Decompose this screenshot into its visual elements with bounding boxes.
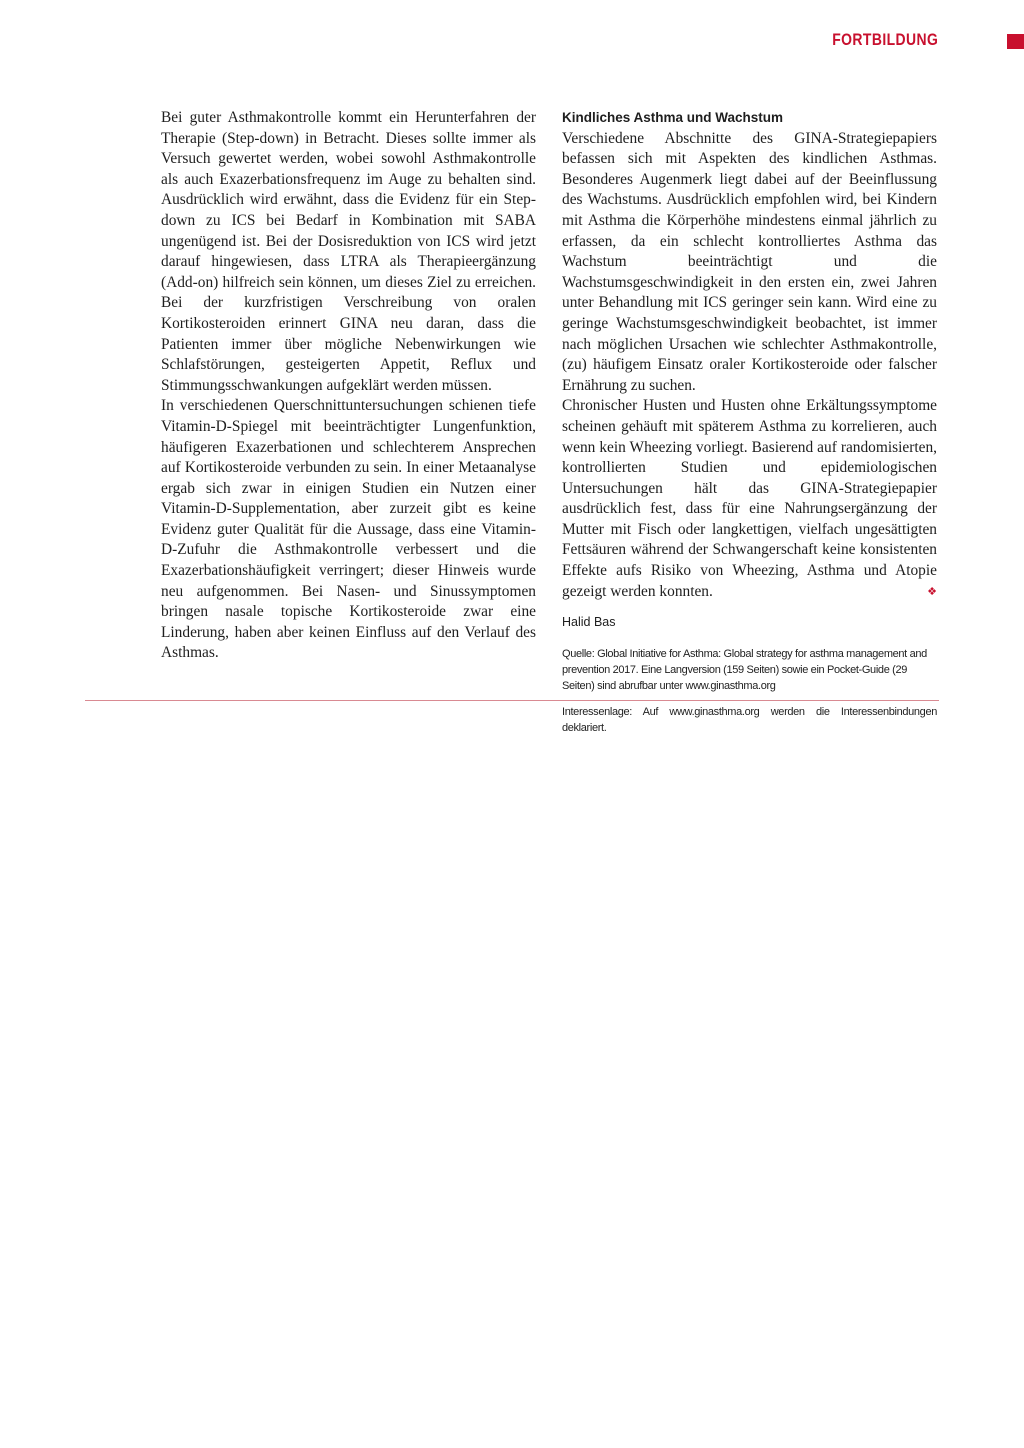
body-paragraph: Verschiedene Abschnitte des GINA-Strategiepapiers befassen sich mit Aspekten des kindlichen Asthmas. Besonderes Augenmerk liegt dabei auf der Beeinflussung des Wachstums. Ausdrücklich empfohlen wird, bei Kindern mit Asthma die Körperhöhe mindestens einmal jährlich zu erfassen, da ein schlecht kontrolliertes Asthma das Wachstum beeinträchtigt und die Wachstumsgeschwindigkeit in den ersten ein, zwei Jahren unter Behandlung mit ICS geringer sein kann. Wird eine zu geringe Wachstumsgeschwindigkeit beobachtet, ist immer nach möglichen Ursachen wie schlechter Asthmakontrolle, (zu) häufigem Einsatz oraler Kortikosteroide oder falscher Ernährung zu suchen.: [562, 129, 937, 394]
section-subheading: Kindliches Asthma und Wachstum: [562, 110, 784, 125]
section-label: FORTBILDUNG: [832, 30, 938, 49]
source-note: Quelle: Global Initiative for Asthma: Global strategy for asthma management and prevention 2017. Eine Langversion (159 Seiten) sowie ein Pocket-Guide (29 Seiten) sind abrufbar unter www.ginasthma.org: [562, 648, 927, 693]
right-column: [562, 108, 937, 736]
body-paragraph-text: Chronischer Husten und Husten ohne Erkältungssymptome scheinen gehäuft mit späterem Asthma zu korrelieren, auch wenn kein Wheezing vorliegt. Basierend auf randomisierten, kontrollierten Studien und epidemiologischen Untersuchungen hält das GINA-Strategiepapier ausdrücklich fest, dass für eine Nahrungsergänzung der Mutter mit Fisch oder langkettigen, vielfach ungesättigten Fettsäuren während der Schwangerschaft keine konsistenten Effekte aufs Risiko von Wheezing, Asthma und Atopie gezeigt werden konnten.: [562, 397, 937, 600]
interest-note: Interessenlage: Auf www.ginasthma.org werden die Interessenbindungen deklariert.: [562, 706, 937, 735]
body-paragraph: [562, 396, 937, 602]
left-column: [161, 108, 536, 664]
body-paragraph: Bei guter Asthmakontrolle kommt ein Herunterfahren der Therapie (Step-down) in Betracht. Dieses sollte immer als Versuch gewertet werden, wobei sowohl Asthmakontrolle als auch Exazerbationsfrequenz im Auge zu behalten sind. Ausdrücklich wird erwähnt, dass die Evidenz für ein Step-down zu ICS bei Bedarf in Kombination mit SABA ungenügend ist. Bei der Dosisreduktion von ICS wird jetzt darauf hingewiesen, dass LTRA als Therapieergänzung (Add-on) hilfreich sein können, um dieses Ziel zu erreichen. Bei der kurzfristigen Verschreibung von oralen Kortikosteroiden erinnert GINA neu daran, dass die Patienten immer über mögliche Nebenwirkungen wie Schlafstörungen, gesteigerten Appetit, Reflux und Stimmungsschwankungen aufgeklärt werden müssen.: [161, 109, 536, 394]
body-paragraph: In verschiedenen Querschnittuntersuchungen schienen tiefe Vitamin-D-Spiegel mit beeinträchtigter Lungenfunktion, häufigeren Exazerbationen und schlechterem Ansprechen auf Kortikosteroide verbunden zu sein. In einer Metaanalyse ergab sich zwar in einigen Studien ein Nutzen einer Vitamin-D-Supplementation, aber zurzeit gibt es keine Evidenz guter Qualität für die Aussage, dass eine Vitamin-D-Zufuhr die Asthmakontrolle verbessert und die Exazerbationshäufigkeit verringert; dieser Hinweis wurde neu aufgenommen. Bei Nasen- und Sinussymptomen bringen nasale topische Kortikosteroide zwar eine Linderung, haben aber keinen Einfluss auf den Verlauf des Asthmas.: [161, 397, 536, 662]
section-marker-square: [1007, 34, 1024, 49]
footer-divider: [85, 700, 939, 701]
article-end-mark-icon: ❖: [927, 584, 937, 598]
author-name: Halid Bas: [562, 615, 616, 630]
